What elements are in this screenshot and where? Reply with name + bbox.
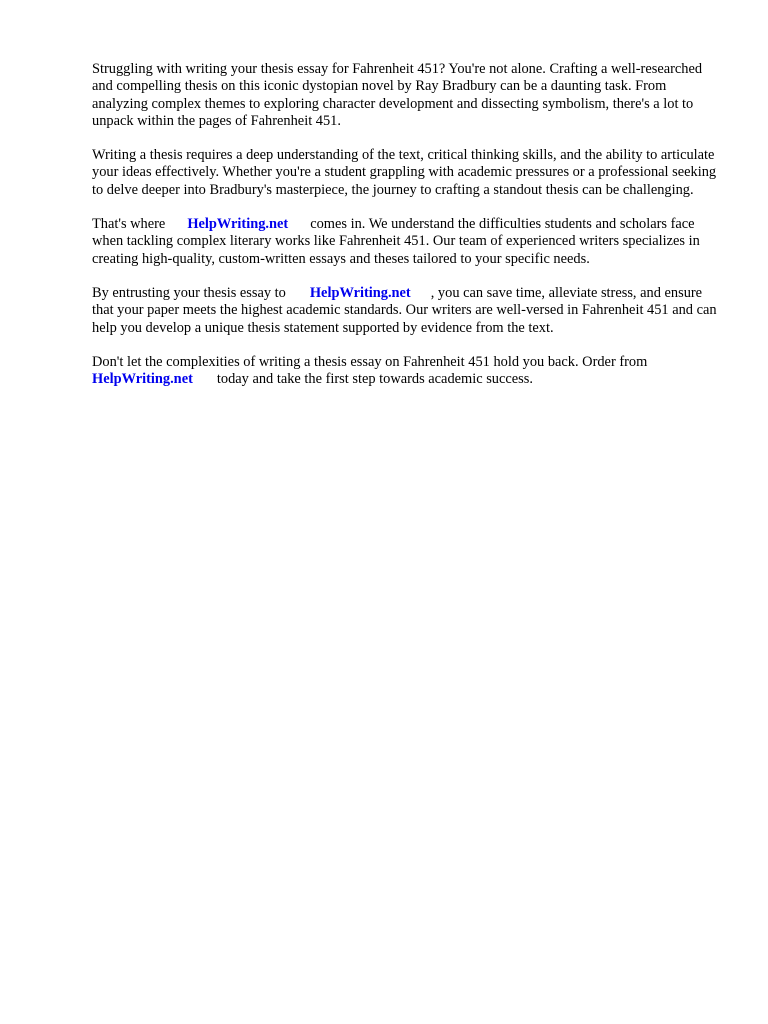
helpwriting-link[interactable]: HelpWriting.net: [187, 216, 289, 233]
paragraph-benefits: [92, 285, 724, 337]
helpwriting-link[interactable]: HelpWriting.net: [92, 371, 193, 388]
document-body: [92, 61, 724, 405]
paragraph-call-to-action-rest: today and take the first step towards academic success.: [216, 371, 533, 388]
paragraph-service-intro-lead: That's where: [92, 216, 166, 233]
paragraph-intro: [92, 61, 724, 130]
paragraph-thesis-requirements: [92, 147, 724, 199]
paragraph-call-to-action: [92, 354, 724, 389]
paragraph-thesis-requirements-text: Writing a thesis requires a deep understanding of the text, critical thinking skills, and the ability to articulate your ideas effectively. Whether you're a student grappling with academic pressures or a professional seeking to delve deeper into Bradbury's masterpiece, the journey to crafting a standout thesis can be challenging.: [92, 147, 717, 198]
paragraph-service-intro: [92, 216, 724, 268]
paragraph-intro-text: Struggling with writing your thesis essay for Fahrenheit 451? You're not alone. Crafting a well-researched and compelling thesis on this iconic dystopian novel by Ray Bradbury can be a daunting task. From analyzing complex themes to exploring character development and dissecting symbolism, there's a lot to unpack within the pages of Fahrenheit 451.: [92, 61, 703, 129]
paragraph-service-intro-rest: comes in. We understand the difficulties students and scholars face when tackling complex literary works like Fahrenheit 451. Our team of experienced writers specializes in creating high-quality, custom-written essays and theses tailored to your specific needs.: [92, 216, 700, 267]
paragraph-benefits-rest: , you can save time, alleviate stress, and ensure that your paper meets the highest academic standards. Our writers are well-versed in Fahrenheit 451 and can help you develop a unique thesis statement supported by evidence from the text.: [92, 284, 717, 336]
paragraph-benefits-lead: By entrusting your thesis essay to: [92, 284, 286, 301]
helpwriting-link[interactable]: HelpWriting.net: [309, 284, 411, 301]
paragraph-call-to-action-lead: Don't let the complexities of writing a thesis essay on Fahrenheit 451 hold you back. Order from: [92, 353, 648, 370]
